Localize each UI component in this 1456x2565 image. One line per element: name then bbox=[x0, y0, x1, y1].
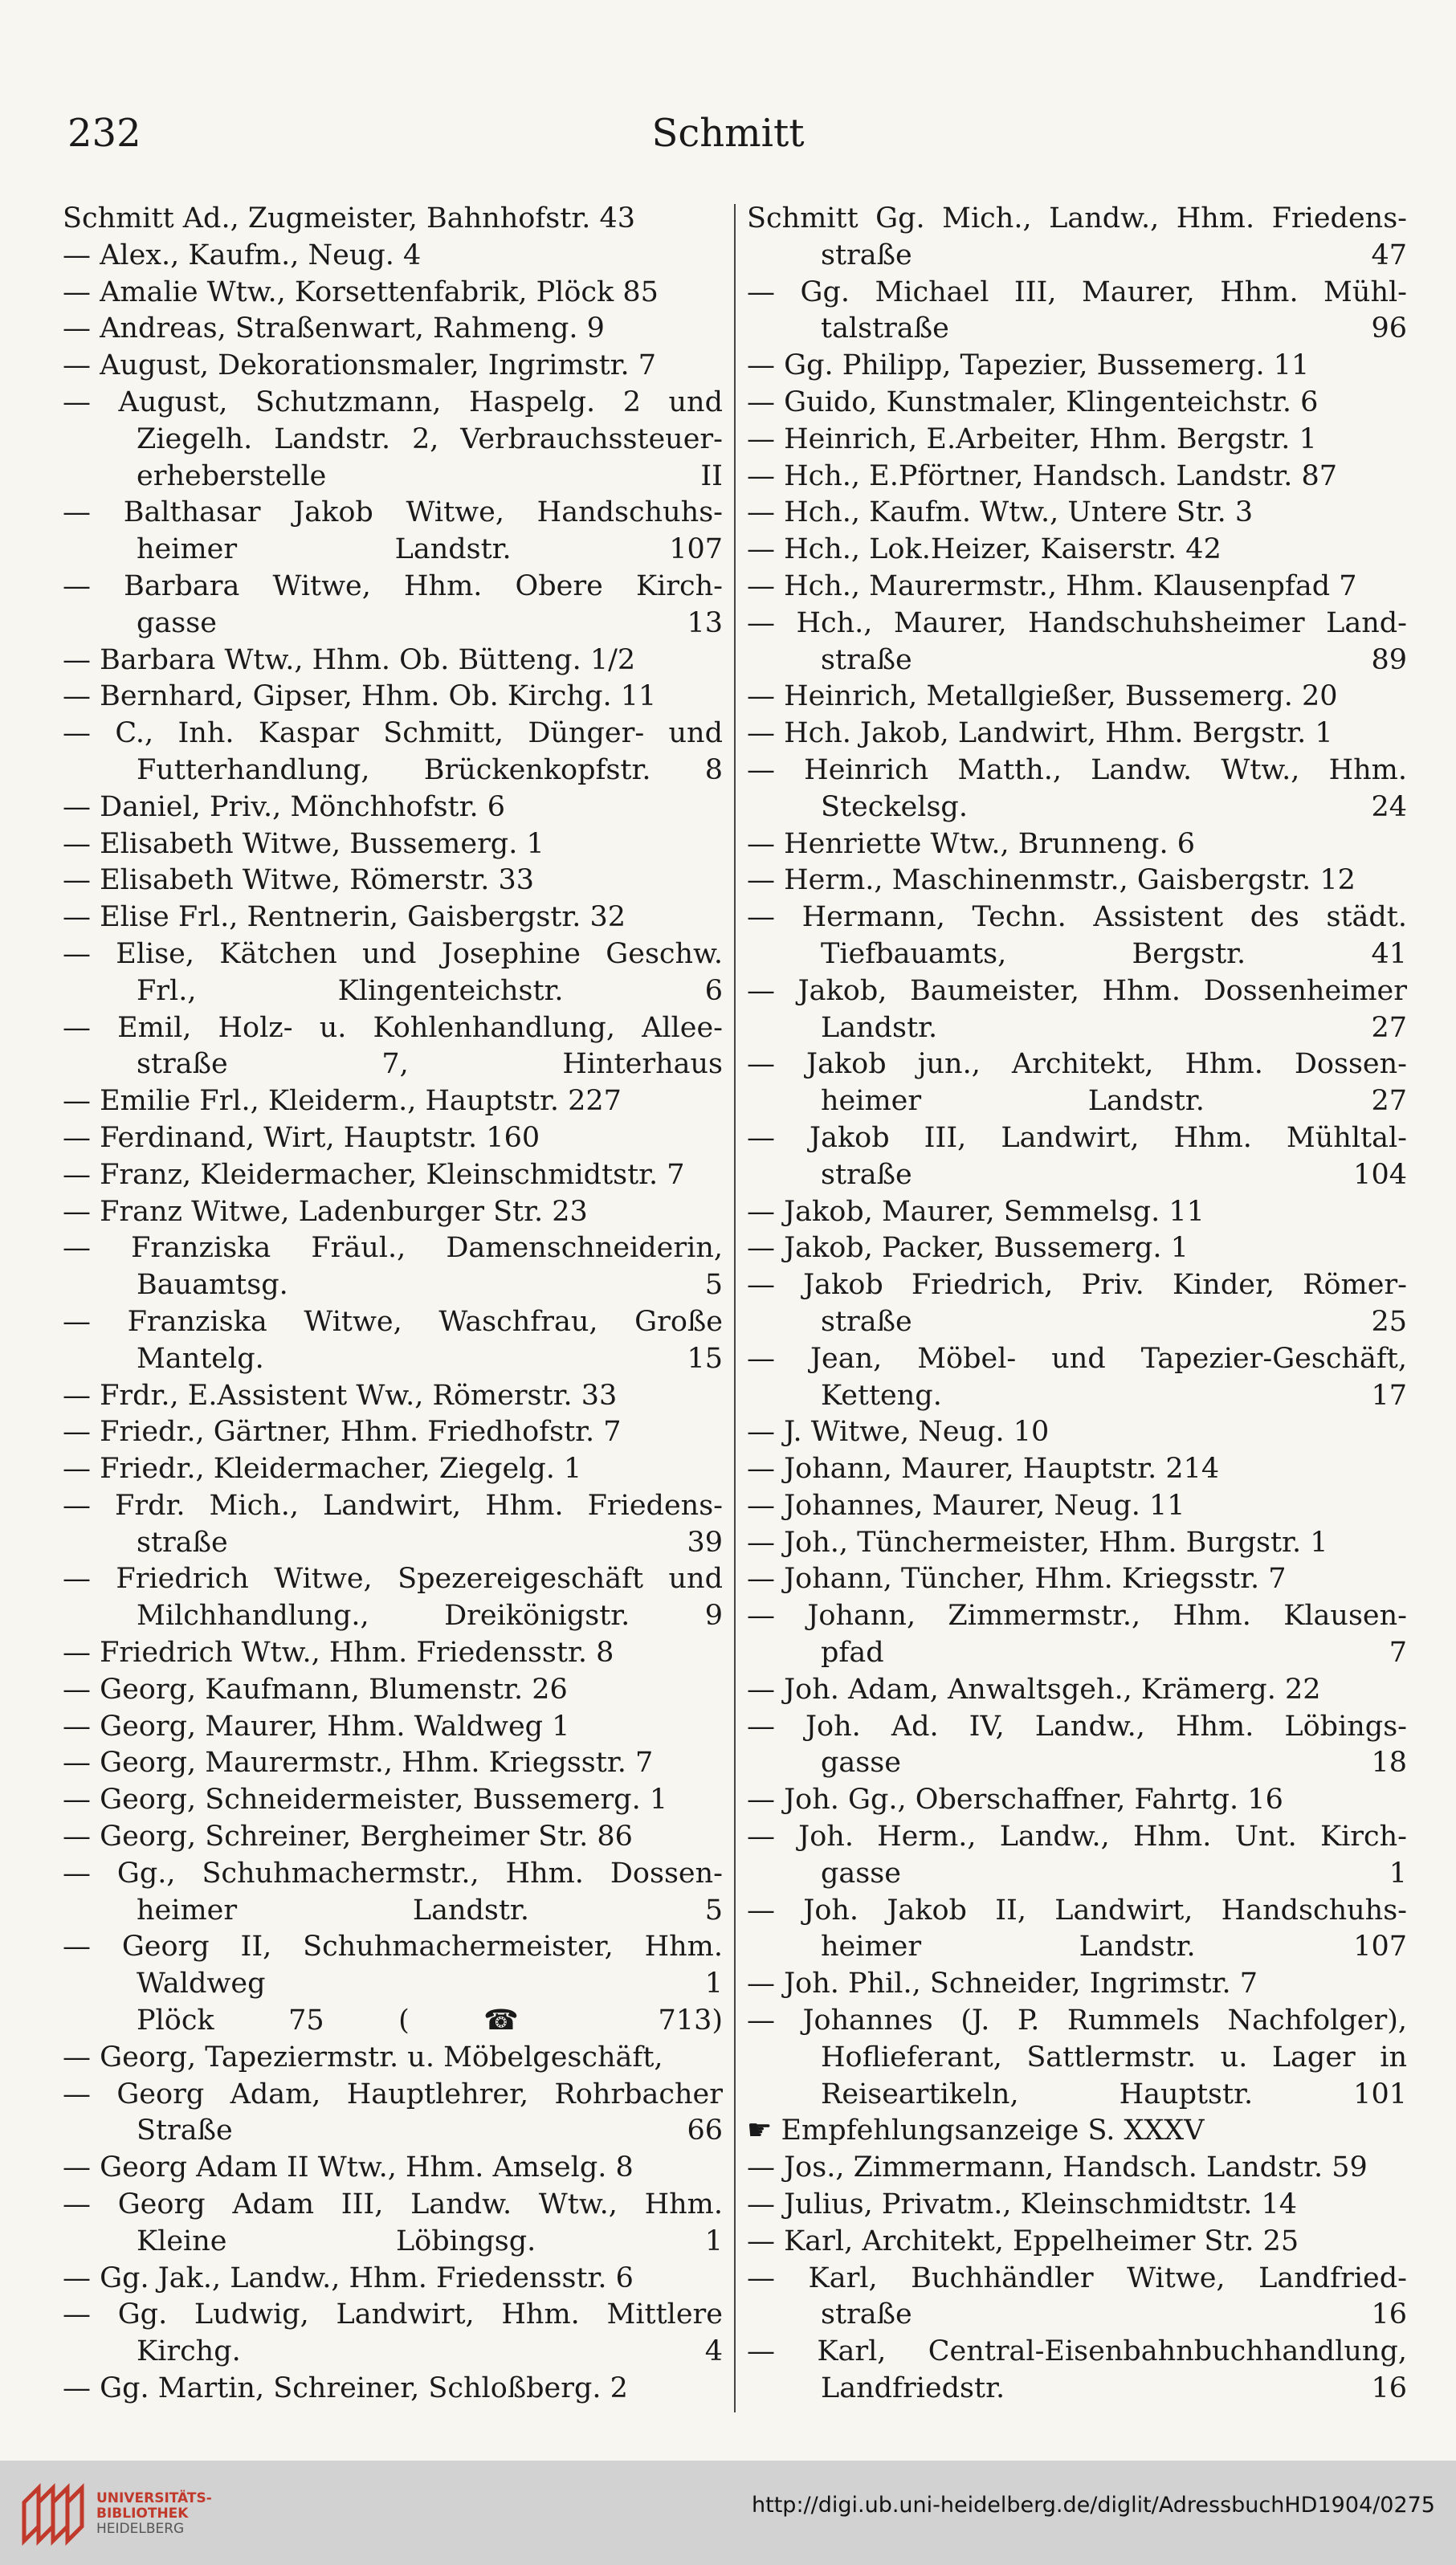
directory-entry bbox=[63, 1856, 723, 1930]
entry-continuation: Straße 66 bbox=[137, 2114, 723, 2147]
directory-entry bbox=[63, 1230, 723, 1304]
entry-continuation: heimer Landstr. 5 bbox=[137, 1894, 723, 1927]
entry-line: — Johann, Maurer, Hauptstr. 214 bbox=[747, 1453, 1220, 1486]
directory-entry bbox=[747, 1341, 1407, 1415]
entry-line: — Joh. Ad. IV, Landw., Hhm. Löbings- bbox=[747, 1710, 1407, 1743]
entry-line: — Franziska Fräul., Damenschneiderin, bbox=[63, 1232, 723, 1265]
footer-bar bbox=[0, 2461, 1456, 2565]
entry-line: — Hch. Jakob, Landwirt, Hhm. Bergstr. 1 bbox=[747, 717, 1333, 750]
directory-entry bbox=[747, 2003, 1407, 2113]
entry-line: — Georg Adam III, Landw. Wtw., Hhm. bbox=[63, 2188, 723, 2221]
directory-entry bbox=[63, 899, 723, 936]
entry-line: — Karl, Architekt, Eppelheimer Str. 25 bbox=[747, 2224, 1299, 2257]
directory-entry bbox=[63, 348, 723, 385]
entry-line: — Jean, Möbel- und Tapezier-Geschäft, bbox=[747, 1342, 1407, 1375]
directory-entry bbox=[747, 1230, 1407, 1267]
entry-line: — Georg, Tapeziermstr. u. Möbelgeschäft, bbox=[63, 2041, 663, 2074]
directory-entry bbox=[63, 495, 723, 569]
entry-continuation: Reiseartikeln, Hauptstr. 101 bbox=[821, 2078, 1407, 2110]
entry-continuation: Kirchg. 4 bbox=[137, 2335, 723, 2368]
entry-line: — Hermann, Techn. Assistent des städt. bbox=[747, 901, 1407, 934]
entry-continuation: Futterhandlung, Brückenkopfstr. 8 bbox=[137, 753, 723, 786]
entry-continuation: straße 25 bbox=[821, 1305, 1407, 1338]
directory-entry bbox=[747, 1561, 1407, 1598]
directory-entry bbox=[747, 385, 1407, 422]
directory-entry bbox=[747, 495, 1407, 532]
directory-entry bbox=[63, 789, 723, 826]
entry-line: — Franz Witwe, Ladenburger Str. 23 bbox=[63, 1195, 588, 1228]
entry-line: — Jakob jun., Architekt, Hhm. Dossen- bbox=[747, 1048, 1407, 1081]
entry-line: — Georg, Maurermstr., Hhm. Kriegsstr. 7 bbox=[63, 1747, 654, 1780]
entry-continuation: Landfriedstr. 16 bbox=[821, 2372, 1407, 2405]
entry-line: — Franziska Witwe, Waschfrau, Große bbox=[63, 1305, 723, 1338]
directory-entry bbox=[747, 2113, 1407, 2150]
entry-continuation: heimer Landstr. 107 bbox=[137, 533, 723, 566]
entry-line: — Gg. Ludwig, Landwirt, Hhm. Mittlere bbox=[63, 2298, 723, 2331]
entry-line: — Johann, Tüncher, Hhm. Kriegsstr. 7 bbox=[747, 1563, 1287, 1596]
entry-line: ☛ Empfehlungsanzeige S. XXXV bbox=[747, 2114, 1205, 2147]
left-column bbox=[63, 201, 723, 2408]
directory-entry bbox=[63, 1929, 723, 2039]
directory-entry bbox=[747, 679, 1407, 716]
entry-line: — Herm., Maschinenmstr., Gaisbergstr. 12 bbox=[747, 864, 1356, 897]
directory-entry bbox=[747, 1893, 1407, 1967]
directory-entry bbox=[63, 1488, 723, 1562]
entry-continuation: pfad 7 bbox=[821, 1637, 1407, 1670]
entry-line: — Friedr., Gärtner, Hhm. Friedhofstr. 7 bbox=[63, 1416, 622, 1449]
entry-line: — Hch., Maurer, Handschuhsheimer Land- bbox=[747, 606, 1407, 639]
entry-line: — Georg Adam II Wtw., Hhm. Amselg. 8 bbox=[63, 2151, 634, 2184]
directory-entry bbox=[63, 311, 723, 348]
directory-entry bbox=[63, 2077, 723, 2151]
entry-continuation: gasse 18 bbox=[821, 1747, 1407, 1780]
directory-entry bbox=[63, 2150, 723, 2187]
directory-entry bbox=[63, 936, 723, 1010]
directory-entry bbox=[747, 348, 1407, 385]
entry-line: — August, Schutzmann, Haspelg. 2 und bbox=[63, 385, 723, 418]
entry-continuation: Ketteng. 17 bbox=[821, 1379, 1407, 1412]
directory-entry bbox=[747, 1194, 1407, 1231]
entry-continuation: Bauamtsg. 5 bbox=[137, 1269, 723, 1302]
entry-line: — Alex., Kaufm., Neug. 4 bbox=[63, 239, 422, 271]
entry-line: — Amalie Wtw., Korsettenfabrik, Plöck 85 bbox=[63, 275, 659, 308]
entry-line: — Joh. Herm., Landw., Hhm. Unt. Kirch- bbox=[747, 1821, 1407, 1853]
entry-continuation: talstraße 96 bbox=[821, 312, 1407, 345]
directory-entry bbox=[747, 459, 1407, 495]
entry-continuation: Ziegelh. Landstr. 2, Verbrauchssteuer- bbox=[137, 422, 723, 455]
directory-entry bbox=[63, 1635, 723, 1672]
directory-entry bbox=[747, 1966, 1407, 2003]
entry-line: — Emil, Holz- u. Kohlenhandlung, Allee- bbox=[63, 1011, 723, 1044]
entry-line: — Hch., Maurermstr., Hhm. Klausenpfad 7 bbox=[747, 569, 1357, 602]
entry-line: — Jakob, Packer, Bussemerg. 1 bbox=[747, 1232, 1189, 1265]
directory-entry bbox=[747, 1120, 1407, 1194]
entry-continuation: heimer Landstr. 107 bbox=[821, 1931, 1407, 1964]
library-logo-icon bbox=[14, 2478, 91, 2551]
directory-entry bbox=[63, 642, 723, 679]
entry-line: — Joh., Tünchermeister, Hhm. Burgstr. 1 bbox=[747, 1526, 1328, 1559]
entry-line: — Georg II, Schuhmachermeister, Hhm. bbox=[63, 1931, 723, 1964]
directory-entry bbox=[63, 1157, 723, 1194]
entry-continuation: Mantelg. 15 bbox=[137, 1342, 723, 1375]
entry-continuation: straße 104 bbox=[821, 1158, 1407, 1191]
entry-line: — Elisabeth Witwe, Römerstr. 33 bbox=[63, 864, 535, 897]
directory-entry bbox=[747, 2261, 1407, 2335]
entry-line: — Joh. Adam, Anwaltsgeh., Krämerg. 22 bbox=[747, 1673, 1321, 1706]
entry-line: — Karl, Central-Eisenbahnbuchhandlung, bbox=[747, 2335, 1407, 2368]
entry-continuation: gasse 13 bbox=[137, 606, 723, 639]
entry-line: — Joh. Gg., Oberschaffner, Fahrtg. 16 bbox=[747, 1784, 1283, 1817]
library-name: UNIVERSITÄTS- BIBLIOTHEK HEIDELBERG bbox=[96, 2490, 212, 2537]
entry-line: — Gg., Schuhmachermstr., Hhm. Dossen- bbox=[63, 1857, 723, 1890]
directory-entry bbox=[747, 973, 1407, 1047]
directory-entry bbox=[747, 899, 1407, 973]
entry-continuation: heimer Landstr. 27 bbox=[821, 1085, 1407, 1118]
entry-line: — Hch., Lok.Heizer, Kaiserstr. 42 bbox=[747, 533, 1221, 566]
entry-continuation: Tiefbauamts, Bergstr. 41 bbox=[821, 937, 1407, 970]
entry-continuation: Hoflieferant, Sattlermstr. u. Lager in bbox=[821, 2041, 1407, 2074]
entry-line: — Daniel, Priv., Mönchhofstr. 6 bbox=[63, 790, 506, 823]
entry-continuation: Milchhandlung., Dreikönigstr. 9 bbox=[137, 1600, 723, 1633]
entry-line: — Joh. Jakob II, Landwirt, Handschuhs- bbox=[747, 1894, 1407, 1927]
directory-entry bbox=[747, 1451, 1407, 1488]
directory-entry bbox=[747, 2187, 1407, 2224]
entry-continuation: straße 7, Hinterhaus bbox=[137, 1048, 723, 1081]
entry-line: — Friedrich Wtw., Hhm. Friedensstr. 8 bbox=[63, 1637, 614, 1670]
entry-continuation: straße 89 bbox=[821, 643, 1407, 676]
entry-line: — Gg. Philipp, Tapezier, Bussemerg. 11 bbox=[747, 349, 1310, 382]
entry-line: — Georg Adam, Hauptlehrer, Rohrbacher bbox=[63, 2078, 723, 2110]
entry-line: — Heinrich, E.Arbeiter, Hhm. Bergstr. 1 bbox=[747, 422, 1317, 455]
directory-entry bbox=[747, 275, 1407, 349]
entry-line: — C., Inh. Kaspar Schmitt, Dünger- und bbox=[63, 717, 723, 750]
directory-entry bbox=[63, 1083, 723, 1120]
directory-entry bbox=[747, 201, 1407, 275]
entry-continuation: Landstr. 27 bbox=[821, 1011, 1407, 1044]
directory-entry bbox=[63, 1010, 723, 1084]
directory-entry bbox=[63, 1414, 723, 1451]
page-number: 232 bbox=[67, 111, 141, 156]
directory-entry bbox=[747, 1267, 1407, 1341]
entry-continuation: straße 16 bbox=[821, 2298, 1407, 2331]
entry-line: — Johannes (J. P. Rummels Nachfolger), bbox=[747, 2004, 1407, 2037]
entry-line: — Barbara Wtw., Hhm. Ob. Bütteng. 1/2 bbox=[63, 643, 636, 676]
entry-line: — Henriette Wtw., Brunneng. 6 bbox=[747, 827, 1195, 860]
entry-line: — August, Dekorationsmaler, Ingrimstr. 7 bbox=[63, 349, 657, 382]
entry-line: — Frdr., E.Assistent Ww., Römerstr. 33 bbox=[63, 1379, 618, 1412]
directory-entry bbox=[63, 862, 723, 899]
directory-entry bbox=[63, 1672, 723, 1709]
directory-entry bbox=[63, 1819, 723, 1856]
directory-entry bbox=[63, 716, 723, 789]
directory-entry bbox=[63, 569, 723, 642]
directory-entry bbox=[63, 238, 723, 275]
entry-line: — Jos., Zimmermann, Handsch. Landstr. 59 bbox=[747, 2151, 1368, 2184]
directory-entry bbox=[747, 1046, 1407, 1120]
entry-line: — Friedrich Witwe, Spezereigeschäft und bbox=[63, 1563, 723, 1596]
entry-line: — Heinrich Matth., Landw. Wtw., Hhm. bbox=[747, 753, 1407, 786]
entry-line: — Franz, Kleidermacher, Kleinschmidtstr. 7 bbox=[63, 1158, 685, 1191]
entry-line: — Julius, Privatm., Kleinschmidtstr. 14 bbox=[747, 2188, 1298, 2221]
directory-entry bbox=[747, 1488, 1407, 1525]
directory-entry bbox=[63, 201, 723, 238]
entry-line: — Jakob, Maurer, Semmelsg. 11 bbox=[747, 1195, 1205, 1228]
entry-line: — Georg, Schneidermeister, Bussemerg. 1 bbox=[63, 1784, 668, 1817]
directory-entry bbox=[63, 826, 723, 863]
directory-entry bbox=[747, 532, 1407, 569]
directory-entry bbox=[747, 2224, 1407, 2261]
directory-entry bbox=[747, 606, 1407, 679]
entry-continuation: Kleine Löbingsg. 1 bbox=[137, 2224, 723, 2257]
directory-entry bbox=[63, 2297, 723, 2371]
entry-line: — Balthasar Jakob Witwe, Handschuhs- bbox=[63, 496, 723, 529]
directory-entry bbox=[63, 385, 723, 495]
entry-continuation: Plöck 75 ( ☎ 713) bbox=[137, 2004, 723, 2037]
entry-line: — Georg, Schreiner, Bergheimer Str. 86 bbox=[63, 1821, 633, 1853]
entry-line: — Gg. Michael III, Maurer, Hhm. Mühl- bbox=[747, 275, 1407, 308]
page-title: Schmitt bbox=[651, 111, 805, 156]
entry-line: Schmitt Gg. Mich., Landw., Hhm. Friedens- bbox=[747, 202, 1407, 234]
entry-line: — Barbara Witwe, Hhm. Obere Kirch- bbox=[63, 569, 723, 602]
entry-line: — Ferdinand, Wirt, Hauptstr. 160 bbox=[63, 1121, 540, 1154]
source-url-link[interactable]: http://digi.ub.uni-heidelberg.de/diglit/AdressbuchHD1904/0275 bbox=[752, 2493, 1435, 2518]
directory-entry bbox=[63, 1304, 723, 1378]
entry-continuation: Steckelsg. 24 bbox=[821, 790, 1407, 823]
entry-line: — Bernhard, Gipser, Hhm. Ob. Kirchg. 11 bbox=[63, 680, 657, 713]
directory-entry bbox=[747, 862, 1407, 899]
directory-entry bbox=[63, 1709, 723, 1746]
entry-line: — Frdr. Mich., Landwirt, Hhm. Friedens- bbox=[63, 1489, 723, 1522]
entry-line: — Friedr., Kleidermacher, Ziegelg. 1 bbox=[63, 1453, 582, 1486]
entry-line: — Jakob Friedrich, Priv. Kinder, Römer- bbox=[747, 1269, 1407, 1302]
entry-line: — Gg. Jak., Landw., Hhm. Friedensstr. 6 bbox=[63, 2261, 634, 2294]
entry-line: — Johannes, Maurer, Neug. 11 bbox=[747, 1489, 1185, 1522]
directory-entry bbox=[747, 716, 1407, 752]
directory-entry bbox=[63, 1194, 723, 1231]
directory-entry bbox=[747, 1414, 1407, 1451]
entry-continuation: erheberstelle II bbox=[137, 459, 723, 492]
entry-line: — Jakob III, Landwirt, Hhm. Mühltal- bbox=[747, 1121, 1407, 1154]
directory-entry bbox=[63, 1451, 723, 1488]
right-column bbox=[747, 201, 1407, 2408]
entry-line: — Georg, Kaufmann, Blumenstr. 26 bbox=[63, 1673, 568, 1706]
entry-line: — Hch., Kaufm. Wtw., Untere Str. 3 bbox=[747, 496, 1254, 529]
entry-line: — Elisabeth Witwe, Bussemerg. 1 bbox=[63, 827, 544, 860]
column-divider bbox=[734, 204, 736, 2412]
entry-line: — Guido, Kunstmaler, Klingenteichstr. 6 bbox=[747, 385, 1319, 418]
directory-entry bbox=[63, 1120, 723, 1157]
directory-entry bbox=[63, 2261, 723, 2298]
directory-entry bbox=[747, 1709, 1407, 1783]
entry-line: — Emilie Frl., Kleiderm., Hauptstr. 227 bbox=[63, 1085, 622, 1118]
entry-line: — Georg, Maurer, Hhm. Waldweg 1 bbox=[63, 1710, 570, 1743]
entry-continuation: Waldweg 1 bbox=[137, 1968, 723, 2000]
entry-line: — Hch., E.Pförtner, Handsch. Landstr. 87 bbox=[747, 459, 1338, 492]
directory-entry bbox=[747, 1598, 1407, 1672]
entry-continuation: gasse 1 bbox=[821, 1857, 1407, 1890]
entry-line: — Jakob, Baumeister, Hhm. Dossenheimer bbox=[747, 974, 1407, 1007]
directory-entry bbox=[63, 1378, 723, 1415]
entry-line: — Gg. Martin, Schreiner, Schloßberg. 2 bbox=[63, 2372, 628, 2405]
directory-entry bbox=[747, 569, 1407, 606]
directory-entry bbox=[747, 826, 1407, 863]
entry-line: — Elise, Kätchen und Josephine Geschw. bbox=[63, 937, 723, 970]
directory-entry bbox=[747, 1819, 1407, 1893]
entry-line: — Johann, Zimmermstr., Hhm. Klausen- bbox=[747, 1600, 1407, 1633]
entry-continuation: Frl., Klingenteichstr. 6 bbox=[137, 974, 723, 1007]
directory-entry bbox=[747, 752, 1407, 826]
directory-entry bbox=[747, 1782, 1407, 1819]
entry-line: — Karl, Buchhändler Witwe, Landfried- bbox=[747, 2261, 1407, 2294]
directory-entry bbox=[747, 2334, 1407, 2408]
entry-continuation: straße 47 bbox=[821, 239, 1407, 271]
entry-line: Schmitt Ad., Zugmeister, Bahnhofstr. 43 bbox=[63, 202, 635, 234]
entry-line: — Joh. Phil., Schneider, Ingrimstr. 7 bbox=[747, 1968, 1258, 2000]
directory-entry bbox=[63, 2371, 723, 2408]
directory-entry bbox=[63, 275, 723, 312]
entry-continuation: straße 39 bbox=[137, 1526, 723, 1559]
entry-line: — Heinrich, Metallgießer, Bussemerg. 20 bbox=[747, 680, 1338, 713]
directory-entry bbox=[63, 2187, 723, 2261]
directory-entry bbox=[63, 679, 723, 716]
entry-line: — Andreas, Straßenwart, Rahmeng. 9 bbox=[63, 312, 605, 345]
directory-entry bbox=[747, 422, 1407, 459]
entry-line: — J. Witwe, Neug. 10 bbox=[747, 1416, 1050, 1449]
directory-entry bbox=[63, 2040, 723, 2077]
entry-line: — Elise Frl., Rentnerin, Gaisbergstr. 32 bbox=[63, 901, 626, 934]
directory-entry bbox=[747, 2150, 1407, 2187]
directory-entry bbox=[63, 1561, 723, 1635]
directory-entry bbox=[63, 1745, 723, 1782]
directory-entry bbox=[63, 1782, 723, 1819]
directory-entry bbox=[747, 1672, 1407, 1709]
directory-entry bbox=[747, 1525, 1407, 1562]
